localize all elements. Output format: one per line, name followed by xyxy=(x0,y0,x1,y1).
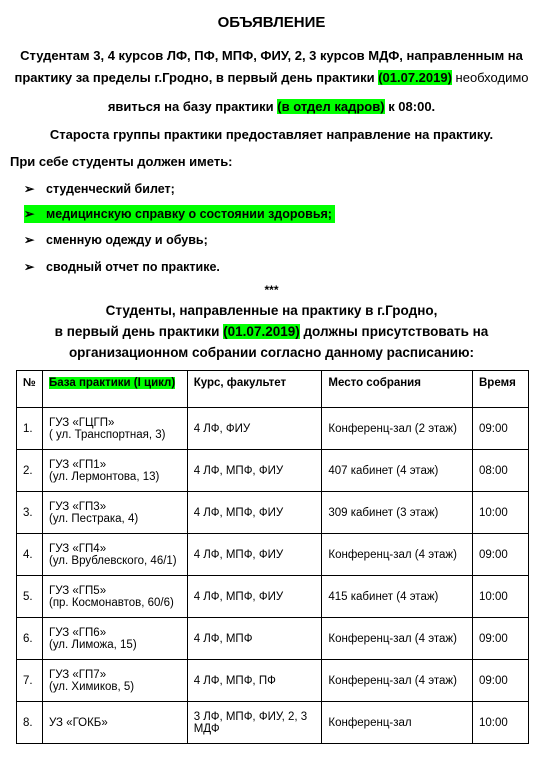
base-address: (ул. Химиков, 5) xyxy=(48,680,135,693)
cell-base xyxy=(42,534,187,576)
second-line-2-text: в первый день практики xyxy=(54,324,224,339)
intro-line-2 xyxy=(0,67,543,89)
cell-place: Конференц-зал xyxy=(322,702,473,744)
intro-line-2-end: необходимо xyxy=(451,70,529,85)
col-header-place: Место собрания xyxy=(322,371,473,408)
cell-time: 10:00 xyxy=(473,702,529,744)
cell-course: 3 ЛФ, МПФ, ФИУ, 2, 3 МДФ xyxy=(187,702,322,744)
cell-base xyxy=(42,408,187,450)
table-row xyxy=(17,576,529,618)
cell-base xyxy=(42,702,187,744)
cell-time: 10:00 xyxy=(473,492,529,534)
cell-number: 4. xyxy=(17,534,43,576)
cell-time: 10:00 xyxy=(473,576,529,618)
cell-place: Конференц-зал (2 этаж) xyxy=(322,408,473,450)
cell-number: 2. xyxy=(17,450,43,492)
base-address: (ул. Врублевского, 46/1) xyxy=(48,554,177,567)
cell-base xyxy=(42,576,187,618)
col-header-time: Время xyxy=(473,371,529,408)
base-address: (ул. Лиможа, 15) xyxy=(48,638,137,651)
base-name: ГУЗ «ГП4» xyxy=(48,542,107,555)
cell-place: Конференц-зал (4 этаж) xyxy=(322,534,473,576)
intro-line-1: Студентам 3, 4 курсов ЛФ, ПФ, МПФ, ФИУ, 2, 3 курсов МДФ, направленным на xyxy=(20,48,523,63)
intro-line-4: Староста группы практики предоставляет направление на практику. xyxy=(49,127,494,142)
table-row xyxy=(17,660,529,702)
col-header-number: № xyxy=(17,371,43,408)
cell-place: 415 кабинет (4 этаж) xyxy=(322,576,473,618)
table-row xyxy=(17,450,529,492)
cell-number: 5. xyxy=(17,576,43,618)
cell-place: 407 кабинет (4 этаж) xyxy=(322,450,473,492)
page-title: ОБЪЯВЛЕНИЕ xyxy=(217,14,326,31)
arrow-icon: ➢ xyxy=(24,233,35,247)
second-line-2 xyxy=(0,321,543,342)
bullet-text: сменную одежду и обувь; xyxy=(46,233,208,247)
cell-course: 4 ЛФ, ФИУ xyxy=(187,408,322,450)
base-address: (пр. Космонавтов, 60/6) xyxy=(48,596,174,609)
table-row xyxy=(17,534,529,576)
table-row xyxy=(17,702,529,744)
base-name: ГУЗ «ГП1» xyxy=(48,458,107,471)
cell-number: 6. xyxy=(17,618,43,660)
base-name: ГУЗ «ГП7» xyxy=(48,668,107,681)
arrow-icon: ➢ xyxy=(24,260,35,274)
cell-time: 08:00 xyxy=(473,450,529,492)
table-header-row xyxy=(17,371,529,408)
table-row xyxy=(17,492,529,534)
base-name: ГУЗ «ГП3» xyxy=(48,500,107,513)
cell-place: Конференц-зал (4 этаж) xyxy=(322,660,473,702)
bullet-text: медицинскую справку о состоянии здоровья; xyxy=(46,207,332,221)
base-address: (ул. Пестрака, 4) xyxy=(48,512,139,525)
table-row xyxy=(17,618,529,660)
cell-number: 1. xyxy=(17,408,43,450)
col-header-base-label: База практики (I цикл) xyxy=(48,377,176,389)
arrow-icon: ➢ xyxy=(24,207,35,221)
arrow-icon: ➢ xyxy=(24,182,35,196)
cell-time: 09:00 xyxy=(473,534,529,576)
cell-number: 8. xyxy=(17,702,43,744)
second-line-1: Студенты, направленные на практику в г.Гродно, xyxy=(105,303,438,318)
col-header-course: Курс, факультет xyxy=(187,371,322,408)
separator-stars: *** xyxy=(264,283,279,297)
cell-number: 3. xyxy=(17,492,43,534)
cell-base xyxy=(42,660,187,702)
base-name: ГУЗ «ГП5» xyxy=(48,584,107,597)
cell-base xyxy=(42,492,187,534)
cell-place: Конференц-зал (4 этаж) xyxy=(322,618,473,660)
intro-line-3-end: к 08:00. xyxy=(384,99,436,114)
cell-time: 09:00 xyxy=(473,618,529,660)
cell-course: 4 ЛФ, МПФ, ФИУ xyxy=(187,450,322,492)
base-address: (ул. Лермонтова, 13) xyxy=(48,470,160,483)
cell-course: 4 ЛФ, МПФ, ФИУ xyxy=(187,576,322,618)
cell-course: 4 ЛФ, МПФ, ФИУ xyxy=(187,534,322,576)
intro-line-3-text: явиться на базу практики xyxy=(107,99,278,114)
bullet-item-4 xyxy=(24,258,220,276)
schedule-table xyxy=(16,370,529,744)
cell-base xyxy=(42,618,187,660)
base-name: ГУЗ «ГП6» xyxy=(48,626,107,639)
cell-base xyxy=(42,450,187,492)
carry-heading: При себе студенты должен иметь: xyxy=(10,154,233,169)
base-name: ГУЗ «ГЦГП» xyxy=(48,416,115,429)
bullet-item-1 xyxy=(24,180,175,198)
cell-number: 7. xyxy=(17,660,43,702)
cell-course: 4 ЛФ, МПФ, ФИУ xyxy=(187,492,322,534)
table-row xyxy=(17,408,529,450)
meeting-date-highlight: (01.07.2019) xyxy=(223,324,300,339)
cell-course: 4 ЛФ, МПФ, ПФ xyxy=(187,660,322,702)
second-line-3: организационном собрании согласно данному расписанию: xyxy=(68,345,475,360)
cell-course: 4 ЛФ, МПФ xyxy=(187,618,322,660)
bullet-item-2 xyxy=(24,205,335,223)
intro-line-3 xyxy=(0,96,543,118)
intro-line-2-text: практику за пределы г.Гродно, в первый день практики xyxy=(14,70,379,85)
cell-time: 09:00 xyxy=(473,660,529,702)
hr-department-highlight: (в отдел кадров) xyxy=(277,99,385,114)
second-line-2-end: должны присутствовать на xyxy=(299,324,489,339)
cell-place: 309 кабинет (3 этаж) xyxy=(322,492,473,534)
col-header-base xyxy=(42,371,187,408)
bullet-item-3 xyxy=(24,231,208,249)
bullet-text: студенческий билет; xyxy=(46,182,175,196)
bullet-text: сводный отчет по практике. xyxy=(46,260,220,274)
base-address: ( ул. Транспортная, 3) xyxy=(48,428,166,441)
base-name: УЗ «ГОКБ» xyxy=(48,716,108,729)
practice-date-highlight: (01.07.2019) xyxy=(378,70,452,85)
cell-time: 09:00 xyxy=(473,408,529,450)
